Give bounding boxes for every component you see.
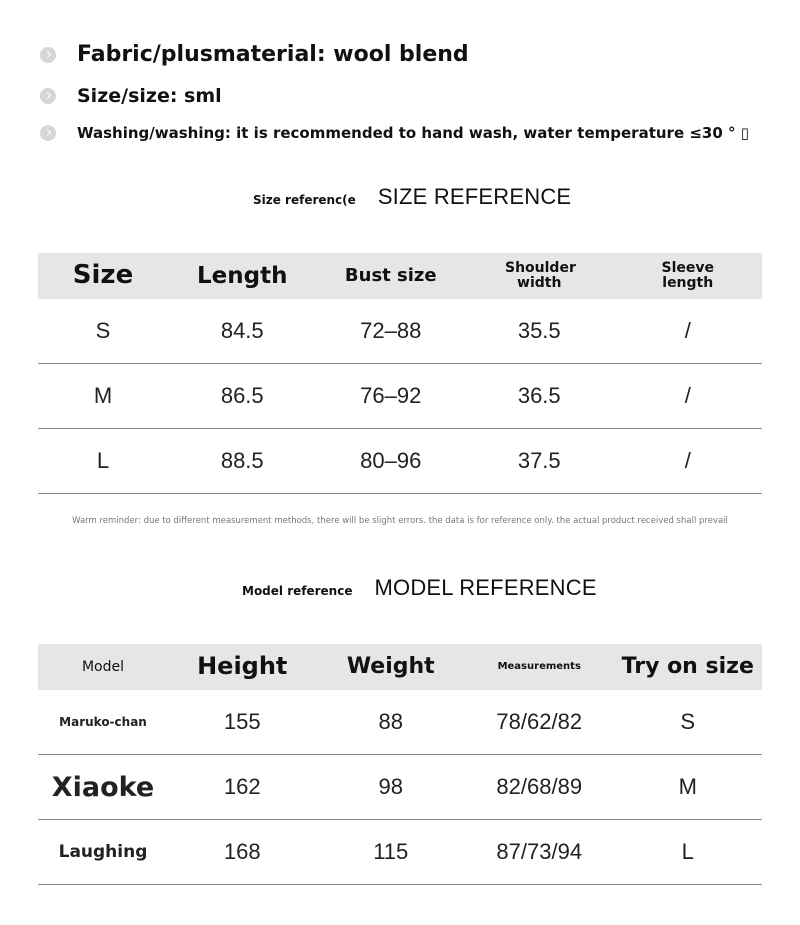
table-cell: 98 [317, 755, 466, 820]
table-cell: S [38, 299, 168, 364]
table-cell: 36.5 [465, 364, 614, 429]
header-model: Model [38, 644, 168, 690]
model-reference-title: MODEL REFERENCE [374, 575, 597, 600]
header-try-on-size: Try on size [614, 644, 763, 690]
spec-washing-text: Washing/washing: it is recommended to hand wash, water temperature ≤30 ° ▯ [77, 124, 749, 142]
size-reference-title: SIZE REFERENCE [377, 184, 572, 209]
header-size: Size [38, 253, 168, 299]
table-cell: 78/62/82 [465, 690, 614, 755]
table-cell: L [614, 820, 763, 885]
table-cell: S [614, 690, 763, 755]
model-name: Laughing [38, 820, 168, 885]
size-table [38, 253, 762, 494]
table-cell: 82/68/89 [465, 755, 614, 820]
model-reference-heading [242, 575, 597, 601]
chevron-right-icon [40, 88, 56, 104]
warm-reminder: Warm reminder: due to different measurement methods, there will be slight errors. the data is for reference only. the actual product received shall prevail [72, 516, 728, 526]
table-row [38, 690, 762, 755]
spec-size [40, 85, 222, 107]
table-cell: / [614, 299, 763, 364]
header-length: Length [168, 253, 317, 299]
table-cell: 115 [317, 820, 466, 885]
model-table-header [38, 644, 762, 690]
size-reference-heading [253, 184, 571, 210]
table-row [38, 755, 762, 820]
table-cell: M [38, 364, 168, 429]
table-cell: M [614, 755, 763, 820]
table-cell: 162 [168, 755, 317, 820]
spec-size-text: Size/size: sml [77, 85, 222, 107]
header-measurements: Measurements [465, 644, 614, 690]
spec-fabric [40, 42, 469, 67]
model-reference-small: Model reference [242, 584, 353, 598]
table-cell: 88 [317, 690, 466, 755]
table-cell: 72–88 [317, 299, 466, 364]
model-name: Maruko-chan [38, 690, 168, 755]
size-reference-small: Size referenc(e [253, 193, 356, 207]
table-row [38, 299, 762, 364]
table-cell: 84.5 [168, 299, 317, 364]
spec-fabric-text: Fabric/plusmaterial: wool blend [77, 42, 469, 67]
chevron-right-icon [40, 125, 56, 141]
header-height: Height [168, 644, 317, 690]
spec-washing [40, 124, 749, 142]
table-row [38, 364, 762, 429]
header-sleeve-length: Sleeve length [614, 253, 763, 299]
chevron-right-icon [40, 47, 56, 63]
table-cell: 35.5 [465, 299, 614, 364]
header-shoulder-width: Shoulder width [465, 253, 614, 299]
header-bust-size: Bust size [317, 253, 466, 299]
header-weight: Weight [317, 644, 466, 690]
size-table-header [38, 253, 762, 299]
table-cell: 87/73/94 [465, 820, 614, 885]
table-cell: / [614, 429, 763, 494]
table-cell: 168 [168, 820, 317, 885]
table-cell: / [614, 364, 763, 429]
table-cell: 86.5 [168, 364, 317, 429]
table-cell: 37.5 [465, 429, 614, 494]
table-row [38, 820, 762, 885]
model-name: Xiaoke [38, 755, 168, 820]
table-cell: L [38, 429, 168, 494]
table-row [38, 429, 762, 494]
table-cell: 88.5 [168, 429, 317, 494]
table-cell: 80–96 [317, 429, 466, 494]
table-cell: 76–92 [317, 364, 466, 429]
model-table [38, 644, 762, 885]
table-cell: 155 [168, 690, 317, 755]
